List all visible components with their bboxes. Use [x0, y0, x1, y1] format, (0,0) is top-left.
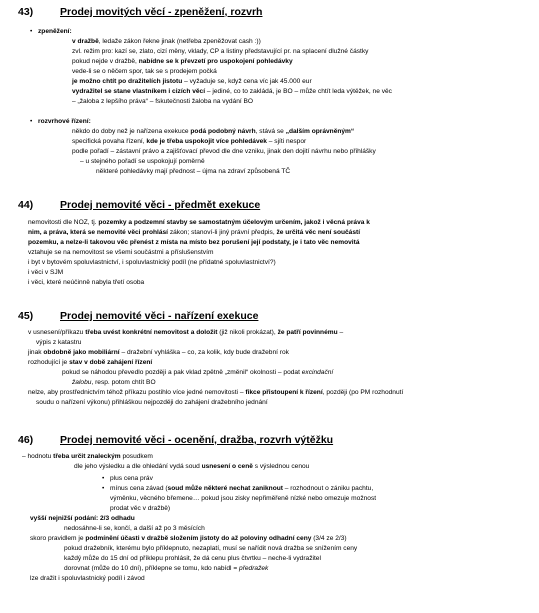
text-line: [28, 259, 276, 267]
text-line: [64, 555, 321, 563]
text-run: rozhodující je: [28, 359, 70, 366]
text-run: některé pohledávky mají přednost – újma na zdraví způsobená TČ: [96, 168, 291, 175]
text-line: [28, 239, 360, 247]
italic-text: předražek: [239, 565, 269, 572]
text-line: [72, 98, 253, 106]
text-line: [110, 505, 170, 513]
bold-text: že patří povinnému: [277, 329, 338, 336]
text-run: vede-li se o něčem spor, tak se s prodejem počká: [72, 68, 217, 75]
section-number: 43): [18, 6, 34, 18]
bold-text: nim, a práva, která se nemovité věci prohlásí: [28, 229, 168, 236]
text-run: nemovitosti dle NOZ, tj.: [28, 219, 99, 226]
text-run: výpis z katastru: [36, 339, 82, 346]
text-line: [62, 369, 333, 377]
bullet-icon: •: [30, 118, 33, 125]
text-run: pokud dražebník, kterému bylo příklepnuto, nezaplatí, musí se nařídit nová dražba se snížením ceny: [64, 545, 358, 552]
text-run: výměnku, věcného břemene… pokud jsou zisky nepřiměřeně nízké nebo omezuje možnost: [110, 495, 377, 502]
text-run: v usnesení/příkazu: [28, 329, 86, 336]
bullet-icon: •: [102, 485, 105, 492]
text-run: pokud se náhodou převedlo později a pak vklad zpětně „změnil“ okolnosti – podat: [62, 369, 302, 376]
text-run: – vyžaduje se, když cena víc jak 45.000 eur: [182, 78, 312, 85]
text-run: – u stejného pořadí se uspokojují poměrně: [80, 158, 205, 165]
bold-text: že určitá věc není součástí: [276, 229, 361, 236]
bold-text: v dražbě: [72, 38, 99, 45]
bold-text: kde je třeba uspokojit více pohledávek: [146, 138, 267, 145]
text-run: podle pořadí – zástavní právo a zajišťovací převod dle dne vzniku, jinak den dojití návrhu nebo přihlášky: [72, 148, 376, 155]
text-run: i věci v SJM: [28, 269, 64, 276]
text-run: specifická povaha řízení,: [72, 138, 147, 145]
text-line: [72, 128, 354, 136]
section-title: Prodej movitých věcí - zpeněžení, rozvrh: [60, 6, 263, 18]
text-line: [30, 515, 135, 523]
bold-text: „dalším oprávněným“: [285, 128, 355, 135]
text-run: s výslednou cenou: [252, 463, 310, 470]
section-title: Prodej nemovité věci - nařízení exekuce: [60, 310, 259, 322]
text-line: [28, 329, 343, 337]
bold-text: fikce přistoupení k řízení: [245, 389, 323, 396]
text-line: [36, 339, 81, 347]
text-run: , ledaže zákon řekne jinak (netřeba zpeněžovat cash :)): [98, 38, 261, 45]
text-run: prodat věc v dražbě): [110, 505, 171, 512]
text-run: – jediné, co to zakládá, je BO – může chtít leda výtěžek, ne věc: [205, 88, 392, 95]
bold-text: vyšší nejnižší podání: 2/3 odhadu: [30, 515, 135, 522]
section-45-heading: [18, 310, 258, 322]
text-line: [72, 38, 261, 46]
bold-text: zpeněžení:: [38, 28, 72, 35]
bullet-icon: •: [102, 475, 105, 482]
text-line: [28, 279, 144, 287]
text-line: [22, 453, 153, 461]
text-line: [30, 535, 347, 543]
text-line: [72, 88, 392, 96]
text-run: jinak: [28, 349, 44, 356]
text-run: někdo do doby než je nařízena exekuce: [72, 128, 191, 135]
text-run: skoro pravidlem je: [30, 535, 86, 542]
text-run: –: [337, 329, 344, 336]
text-line: [110, 495, 376, 503]
text-run: zvl. režim pro: kazí se, zlato, cizí měny, vklady, CP a listiny představující pr. na splacení dlužné částky: [72, 48, 369, 55]
bold-text: třeba uvést konkrétní nemovitost a doložit: [85, 329, 218, 336]
bold-text: usnesení o ceně: [201, 463, 253, 470]
text-run: nedosáhne-li se, končí, a další až po 3 měsících: [64, 525, 205, 532]
text-line: [36, 399, 268, 407]
bold-text: pozemky a podzemní stavby se samostatným účelovým určením, jakož i věcná práva k: [98, 219, 370, 226]
text-run: vztahuje se na nemovitost se všemi součástmi a příslušenstvím: [28, 249, 214, 256]
bold-text: podmínění účasti v dražbě složením jistoty do až poloviny odhadní ceny: [85, 535, 312, 542]
text-run: (již nikoli prokázat),: [217, 329, 278, 336]
text-line: [72, 148, 376, 156]
bullet-icon: •: [30, 28, 33, 35]
text-line: [28, 349, 289, 357]
text-run: – hodnotu: [22, 453, 54, 460]
italic-text: excindační: [301, 369, 334, 376]
bold-text: vydražitel se stane vlastníkem i cizích věcí: [72, 88, 206, 95]
text-line: [28, 269, 63, 277]
text-line: [110, 485, 373, 493]
text-line: [28, 219, 370, 227]
text-run: , později (po PM rozhodnutí: [322, 389, 404, 396]
bold-text: podá podobný návrh: [190, 128, 256, 135]
text-line: [72, 58, 293, 66]
text-run: – sjíti nespor: [266, 138, 307, 145]
text-run: (3/4 ze 2/3): [311, 535, 347, 542]
bold-text: rozvrhové řízení:: [38, 118, 91, 125]
text-line: [64, 565, 268, 573]
bold-text: pozemku, a nelze-li takovou věc přenést z místa na místo bez porušení její podstaty, je i tato věc nemovitá: [28, 239, 360, 246]
bold-text: nabídne se k převzetí pro uspokojení pohledávky: [138, 58, 293, 65]
text-line: [96, 168, 290, 176]
text-line: [72, 78, 312, 86]
text-run: , resp. potom chtít BO: [91, 379, 156, 386]
text-line: [64, 525, 205, 533]
text-run: – „žaloba z lepšího práva“ – fskutečnosti žaloba na vydání BO: [72, 98, 254, 105]
text-run: nelze, aby prostřednictvím téhož příkazu postihlo více jedné nemovitosti –: [28, 389, 246, 396]
text-line: [38, 28, 72, 36]
text-run: , stává se: [255, 128, 286, 135]
section-44-heading: [18, 199, 260, 211]
section-46-heading: [18, 434, 333, 446]
bold-text: je možno chtít po dražitelích jistotu: [72, 78, 183, 85]
text-line: [28, 249, 213, 257]
section-title: Prodej nemovité věci - ocenění, dražba, rozvrh výtěžku: [60, 434, 334, 446]
section-number: 46): [18, 434, 34, 446]
text-line: [64, 545, 357, 553]
text-run: – dražební vyhláška – co, za kolik, kdy bude dražební rok: [119, 349, 289, 356]
text-line: [80, 158, 205, 166]
text-line: [72, 68, 217, 76]
text-run: dle jeho výsledku a dle ohledání vydá soud: [74, 463, 202, 470]
text-line: [72, 138, 306, 146]
text-line: [110, 475, 153, 483]
italic-text: žalobu: [72, 379, 92, 386]
text-run: zákon; stanoví-li jiný právní předpis,: [168, 229, 277, 236]
bold-text: třeba určit znaleckým: [53, 453, 121, 460]
text-run: lze dražit i spoluvlastnický podíl i závod: [30, 575, 145, 582]
text-line: [72, 379, 156, 387]
text-line: [74, 463, 309, 471]
bold-text: stav v době zahájení řízení: [69, 359, 153, 366]
text-run: posudkem: [120, 453, 153, 460]
text-run: i věci, které neúčinně nabyla třetí osoba: [28, 279, 145, 286]
text-line: [28, 229, 360, 237]
bold-text: soud může některé nechat zaniknout: [167, 485, 283, 492]
text-line: [30, 575, 145, 583]
section-number: 45): [18, 310, 34, 322]
text-run: soudu o nařízení výkonu) přihláškou nejpozději do zahájení dražebního jednání: [36, 399, 268, 406]
text-line: [28, 359, 152, 367]
text-run: každý může do 15 dní od příklepu prohlásit, že dá cenu plus čtvrtku – neche-li vydražitel: [64, 555, 321, 562]
text-run: mínus cena závad (: [110, 485, 168, 492]
text-run: i byt v bytovém spoluvlastnictví, i spoluvlastnický podíl (ne přídatné spoluvlastnictví?): [28, 259, 276, 266]
text-line: [38, 118, 91, 126]
section-43-heading: [18, 6, 262, 18]
text-line: [28, 389, 403, 397]
bold-text: obdobně jako mobiliární: [43, 349, 120, 356]
text-run: plus cena práv: [110, 475, 153, 482]
section-number: 44): [18, 199, 34, 211]
section-title: Prodej nemovité věci - předmět exekuce: [60, 199, 261, 211]
text-line: [72, 48, 368, 56]
text-run: dorovnat (může do 10 dní), příklepne se tomu, kdo nabídl =: [64, 565, 240, 572]
text-run: pokud nejde v dražbě,: [72, 58, 139, 65]
text-run: – rozhodnout o zániku pachtu,: [282, 485, 374, 492]
